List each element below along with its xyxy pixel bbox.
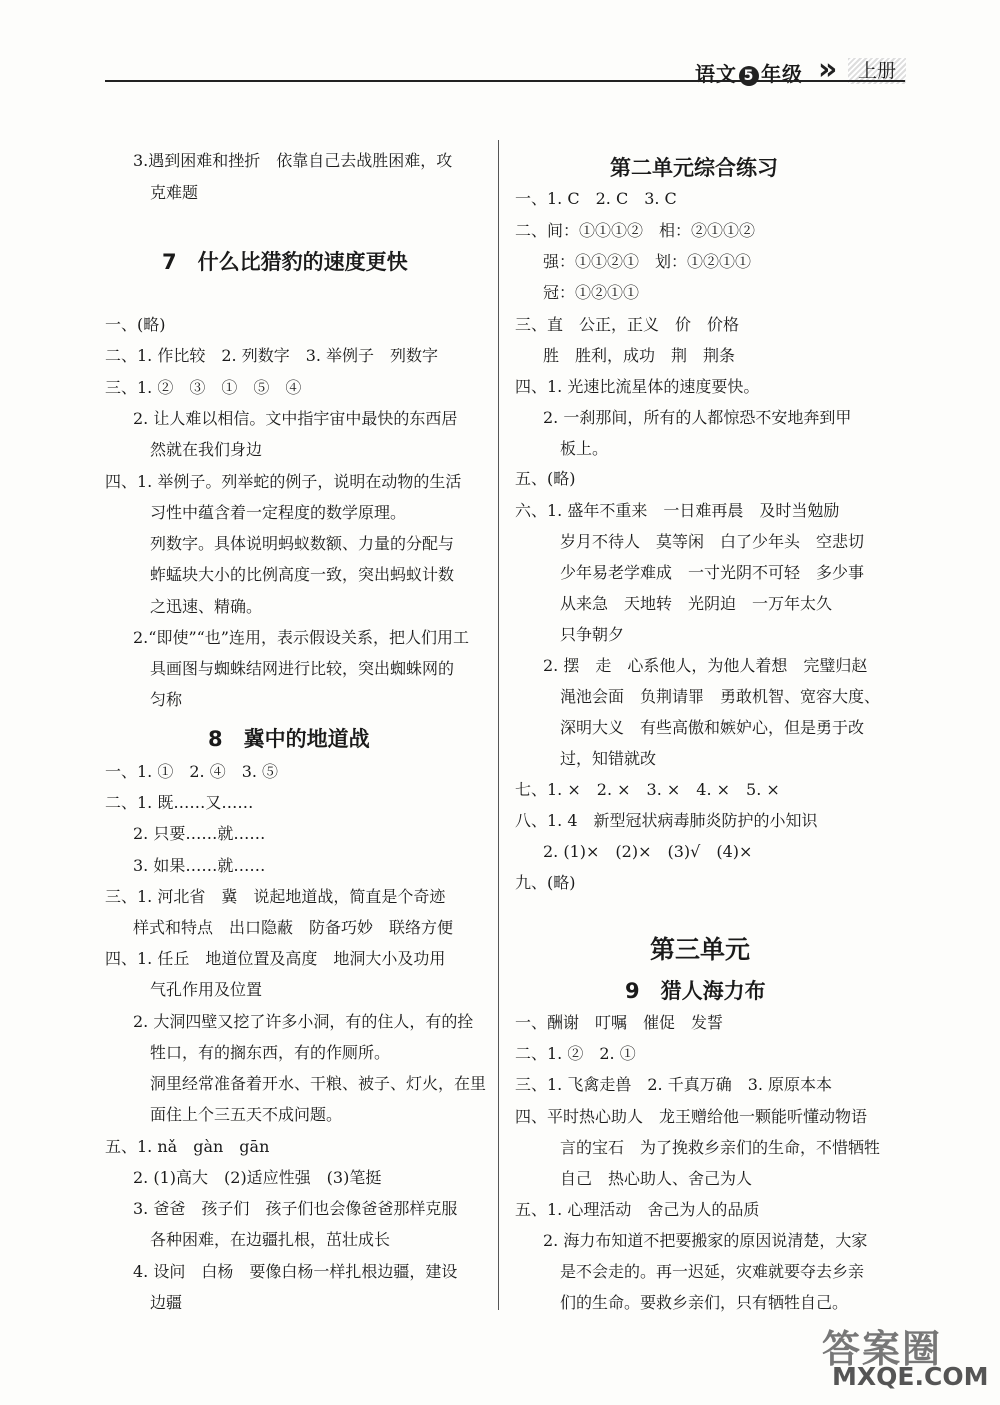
answer-line: 六、1. 盛年不重来 一日难再晨 及时当勉励 [515,501,840,520]
answer-line: 从来急 天地转 光阴迫 一万年太久 [560,594,833,613]
answer-line: 八、1. 4 新型冠状病毒肺炎防护的小知识 [515,811,818,830]
answer-line: 4. 设问 白杨 要像白杨一样扎根边疆，建设 [133,1262,458,1281]
answer-line: 具画图与蜘蛛结网进行比较，突出蜘蛛网的 [150,659,455,678]
answer-line: 边疆 [150,1293,183,1312]
double-chevron-icon: » [818,52,830,87]
answer-line: 习性中蕴含着一定程度的数学原理。 [150,503,407,522]
answer-line: 胜 胜利，成功 荆 荆条 [543,346,736,365]
section-title: 第二单元综合练习 [610,156,778,180]
answer-line: 言的宝石 为了挽救乡亲们的生命，不惜牺牲 [560,1138,881,1157]
answer-line: 各种困难，在边疆扎根，茁壮成长 [150,1230,391,1249]
answer-line: 五、1. 心理活动 舍己为人的品质 [515,1200,760,1219]
answer-line: 2. (1)高大 (2)适应性强 (3)笔挺 [133,1168,382,1187]
answer-line: 过，知错就改 [560,749,657,768]
answer-line: 四、平时热心助人 龙王赠给他一颗能听懂动物语 [515,1107,868,1126]
answer-line: 2. 摆 走 心系他人，为他人着想 完璧归赵 [543,656,868,675]
answer-line: 五、1. nǎ gàn gān [105,1137,270,1156]
answer-line: 深明大义 有些高傲和嫉妒心，但是勇于改 [560,718,865,737]
grade-text: 年级 [761,62,803,86]
answer-line: 面住上个三五天不成问题。 [150,1105,343,1124]
answer-line: 渑池会面 负荆请罪 勇敢机智、宽容大度、 [560,687,881,706]
answer-line: 只争朝夕 [560,625,625,644]
answer-line: 2. 让人难以相信。文中指宇宙中最快的东西居 [133,409,458,428]
answer-line: 自己 热心助人、舍己为人 [560,1169,753,1188]
answer-line: 2. 只要……就…… [133,824,266,843]
answer-line: 一、酬谢 叮嘱 催促 发誓 [515,1013,724,1032]
unit-title: 第三单元 [650,935,751,964]
answer-line: 2. 大洞四壁又挖了许多小洞，有的住人，有的拴 [133,1012,474,1031]
answer-line: 二、间：①①①② 相：②①①② [515,221,756,240]
answer-line: 二、1. 作比较 2. 列数字 3. 举例子 列数字 [105,346,439,365]
volume-label: 上册 [848,58,906,84]
subject-grade-label [695,58,803,87]
answer-line: 一、1. ① 2. ④ 3. ⑤ [105,762,279,781]
answer-line: 3. 爸爸 孩子们 孩子们也会像爸爸那样克服 [133,1199,458,1218]
answer-line: 二、1. 既……又…… [105,793,254,812]
answer-line: 冠：①②①① [543,283,640,302]
answer-line: 三、1. ② ③ ① ⑤ ④ [105,378,302,397]
answer-line: 们的生命。要救乡亲们，只有牺牲自己。 [560,1293,849,1312]
answer-line: 牲口，有的搁东西，有的作厕所。 [150,1043,391,1062]
answer-line: 三、直 公正，正义 价 价格 [515,315,740,334]
column-divider [498,140,499,1310]
grade-number-badge: 5 [739,66,759,86]
answer-line: 2. 海力布知道不把要搬家的原因说清楚，大家 [543,1231,868,1250]
answer-line: 四、1. 任丘 地道位置及高度 地洞大小及功用 [105,949,446,968]
answer-line: 然就在我们身边 [150,440,263,459]
page-header [0,0,1000,90]
lesson-title: 8 冀中的地道战 [208,727,370,751]
answer-line: 列数字。具体说明蚂蚁数额、力量的分配与 [150,534,455,553]
lesson-title: 7 什么比猎豹的速度更快 [162,250,408,274]
answer-line: 四、1. 举例子。列举蛇的例子，说明在动物的生活 [105,472,462,491]
answer-line: 样式和特点 出口隐蔽 防备巧妙 联络方便 [133,918,454,937]
answer-line: 匀称 [150,690,183,709]
answer-line: 气孔作用及位置 [150,980,263,999]
answer-line: 蚱蜢块大小的比例高度一致，突出蚂蚁计数 [150,565,455,584]
watermark-logo-text: 答案圈 [822,1327,943,1371]
answer-line: 岁月不待人 莫等闲 白了少年头 空悲切 [560,532,865,551]
answer-line: 三、1. 飞禽走兽 2. 千真万确 3. 原原本本 [515,1075,833,1094]
answer-line: 九、(略) [515,873,576,892]
answer-line: 一、1. C 2. C 3. C [515,189,677,208]
answer-line: 三、1. 河北省 冀 说起地道战，简直是个奇迹 [105,887,446,906]
answer-line: 是不会走的。再一迟延，灾难就要夺去乡亲 [560,1262,865,1281]
answer-line: 之迅速、精确。 [150,597,263,616]
site-watermark [822,1318,992,1398]
header-divider [105,80,905,82]
subject-text: 语文 [695,62,737,86]
answer-line: 七、1. × 2. × 3. × 4. × 5. × [515,780,780,799]
answer-line: 少年易老学难成 一寸光阴不可轻 多少事 [560,563,865,582]
answer-line: 强：①①②① 划：①②①① [543,252,752,271]
answer-line: 四、1. 光速比流星体的速度要快。 [515,377,760,396]
watermark-url: MXQE.COM [832,1362,989,1391]
answer-line: 克难题 [150,183,199,202]
answer-line: 3. 如果……就…… [133,856,266,875]
answer-line: 2.“即使”“也”连用，表示假设关系，把人们用工 [133,628,469,647]
lesson-title: 9 猎人海力布 [625,979,766,1003]
answer-line: 一、(略) [105,315,166,334]
answer-line: 2. 一刹那间，所有的人都惊恐不安地奔到甲 [543,408,852,427]
answer-line: 板上。 [560,439,609,458]
answer-line: 2. (1)× (2)× (3)√ (4)× [543,842,753,861]
answer-line: 3.遇到困难和挫折 依靠自己去战胜困难，攻 [133,151,453,170]
answer-line: 洞里经常准备着开水、干粮、被子、灯火，在里 [150,1074,487,1093]
answer-line: 二、1. ② 2. ① [515,1044,636,1063]
answer-line: 五、(略) [515,469,576,488]
